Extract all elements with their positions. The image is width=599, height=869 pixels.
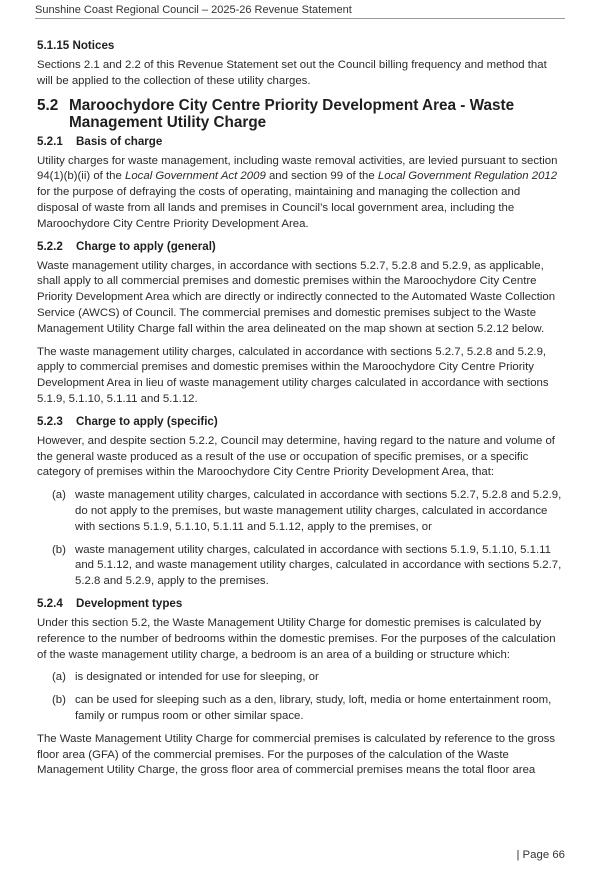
- subsection-title: Development types: [76, 596, 183, 610]
- subsection-5-2-4-heading: [37, 597, 565, 610]
- list-item-label: (b): [52, 694, 66, 707]
- charge-specific-paragraph: However, and despite section 5.2.2, Council may determine, having regard to the nature and volume of the general waste produced as a result of the use or occupation of specific premises, or a specific category of premises within the Maroochydore City Centre Priority Development Area, that:: [37, 434, 555, 479]
- text-run: Utility charges for waste management, including waste removal activities, are levied pursuant to section 94(1)(b)(ii) of the: [37, 154, 558, 183]
- list-item-label: (a): [52, 671, 66, 684]
- running-header: Sunshine Coast Regional Council – 2025-26 Revenue Statement: [35, 4, 565, 19]
- list-item-text: is designated or intended for use for sleeping, or: [75, 671, 319, 684]
- list-item-text: waste management utility charges, calculated in accordance with sections 5.2.7, 5.2.8 and 5.2.9, do not apply to the premises, but waste management utility charges, calculated in accordance with sections 5.1.9, 5.1.10, 5.1.11 and 5.1.12, apply to the premises, or: [75, 489, 562, 533]
- subsection-5-2-1-heading: [37, 135, 565, 148]
- subsection-number: 5.2.1: [37, 134, 63, 148]
- text-run: and section 99 of the: [265, 170, 378, 183]
- list-item-label: (b): [52, 543, 66, 556]
- list-item-text: waste management utility charges, calculated in accordance with sections 5.1.9, 5.1.10, 5.1.11 and 5.1.12, and waste management utility charges, calculated in accordance with sections 5.2.7, 5.2.8 and 5.2.9, apply to the premises.: [75, 543, 562, 588]
- text-run: for the purpose of defraying the costs of operating, maintaining and managing the collection and disposal of waste from all lands and premises in Council’s local government area, including the Maroochydore City Centre Priority Development Area.: [37, 186, 521, 230]
- list-item: [37, 543, 565, 590]
- charge-general-paragraph-2: The waste management utility charges, calculated in accordance with sections 5.2.7, 5.2.8 and 5.2.9, apply to commercial premises and domestic premises within the Maroochydore City Centre Priority Development Area in lieu of waste management utility charges calculated in accordance with sections 5.1.9, 5.1.10, 5.1.11 and 5.1.12.: [37, 345, 549, 405]
- section-title-line1: Maroochydore City Centre Priority Development Area - Waste: [69, 96, 515, 114]
- notices-heading: 5.1.15 Notices: [37, 39, 115, 52]
- list-item-text: can be used for sleeping such as a den, library, study, loft, media or home entertainment room, family or rumpus room or other similar space.: [75, 694, 552, 722]
- page-number: | Page 66: [516, 849, 565, 861]
- subsection-title: Charge to apply (general): [76, 239, 216, 253]
- section-title-line2: Management Utility Charge: [69, 113, 267, 131]
- act-title: Local Government Act 2009: [125, 170, 266, 183]
- development-types-paragraph-1: Under this section 5.2, the Waste Management Utility Charge for domestic premises is calculated by reference to the number of bedrooms within the domestic premises. For the purposes of the calculation of the waste management utility charge, a bedroom is an area of a building or structure which:: [37, 616, 556, 661]
- section-5-2-heading: [37, 97, 565, 131]
- list-item: [37, 693, 565, 725]
- charge-general-paragraph-1: Waste management utility charges, in accordance with sections 5.2.7, 5.2.8 and 5.2.9, as applicable, shall apply to all commercial premises and domestic premises within the Maroochydore City Centre Priority Development Area which are directly or indirectly connected to the Automated Waste Collection Service (AWCS) of Council. The commercial premises and domestic premises subject to the Waste Management Utility Charge fall within the area delineated on the map shown at section 5.2.12 below.: [37, 259, 556, 335]
- subsection-number: 5.2.4: [37, 596, 63, 610]
- basis-of-charge-paragraph: [37, 154, 565, 233]
- subsection-number: 5.2.2: [37, 239, 63, 253]
- list-item: [37, 488, 565, 535]
- subsection-title: Basis of charge: [76, 134, 163, 148]
- regulation-title: Local Government Regulation 2012: [377, 170, 558, 183]
- section-number: 5.2: [37, 96, 59, 114]
- subsection-number: 5.2.3: [37, 414, 63, 428]
- subsection-5-2-3-heading: [37, 415, 565, 428]
- subsection-5-2-2-heading: [37, 240, 565, 253]
- list-item-label: (a): [52, 489, 66, 502]
- subsection-title: Charge to apply (specific): [76, 414, 218, 428]
- list-item: [37, 670, 565, 686]
- notices-paragraph: Sections 2.1 and 2.2 of this Revenue Statement set out the Council billing frequency and method that will be applied to the collection of these utility charges.: [37, 59, 547, 87]
- development-types-paragraph-2: The Waste Management Utility Charge for commercial premises is calculated by reference to the gross floor area (GFA) of the commercial premises. For the purposes of the calculation of the Waste Management Utility Charge, the gross floor area of commercial premises means the total floor area: [37, 732, 556, 777]
- page-body: [37, 39, 565, 786]
